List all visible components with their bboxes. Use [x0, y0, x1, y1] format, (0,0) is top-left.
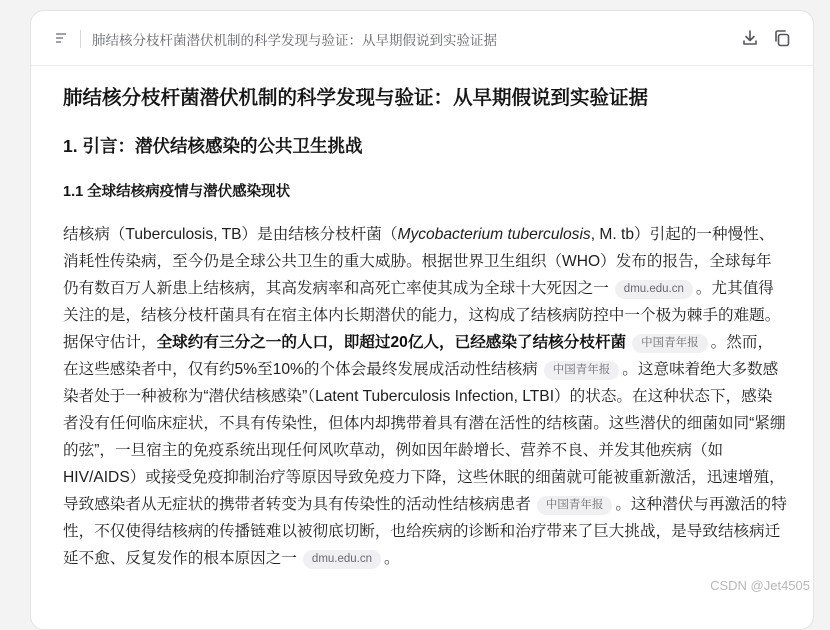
document-title-bar-text: 肺结核分枝杆菌潜伏机制的科学发现与验证：从早期假说到实验证据 [92, 33, 497, 48]
document-body [63, 83, 787, 567]
menu-icon[interactable] [55, 31, 69, 45]
text-run: , M. tb）引起的一种慢性、消耗性传染病，至今仍是全球公共卫生的重大威胁。根据世界卫生组织（WHO）发布的报告，全球每年仍有数百万人新患上结核病，其高发病率和高死亡率使其成为全球十大死因之一 [63, 226, 775, 297]
source-tag-link[interactable]: dmu.edu.cn [615, 280, 693, 299]
text-run: 。 [384, 550, 400, 567]
body-paragraph [63, 221, 787, 572]
bold-emphasis: 全球约有三分之一的人口，即超过20亿人，已经感染了结核分枝杆菌 [156, 334, 627, 351]
document-header-bar [31, 11, 813, 66]
text-run: 。尤其值得关注的是，结核分枝杆菌具有在宿主体内长期潜伏的能力，这构成了结核病防控中一个极为棘手的难题。据保守估计， [63, 280, 781, 351]
text-run: 结核病（Tuberculosis, TB）是由结核分枝杆菌（ [63, 226, 398, 243]
source-tag-link[interactable]: 中国青年报 [632, 334, 708, 353]
copy-icon[interactable] [772, 28, 792, 48]
text-run: 。这意味着绝大多数感染者处于一种被称为“潜伏结核感染”（Latent Tuberculosis Infection, LTBI）的状态。在这种状态下，感染者没有任何临床症状，不具有传染性，但体内却携带着具有潜在活性的结核菌。这些潜伏的细菌如同“紧绷的弦”，一旦宿主的免疫系统出现任何风吹草动，例如因年龄增长、营养不良、并发其他疾病（如HIV/AIDS）或接受免疫抑制治疗等原因导致免疫力下降，这些休眠的细菌就可能被重新激活，迅速增殖，导致感染者从无症状的携带者转变为具有传染性的活动性结核病患者 [63, 361, 786, 513]
source-tag-link[interactable]: 中国青年报 [544, 361, 620, 380]
text-run: 。然而，在这些感染者中，仅有约5%至10%的个体会最终发展成活动性结核病 [63, 334, 774, 378]
download-icon[interactable] [740, 28, 760, 48]
document-heading: 肺结核分枝杆菌潜伏机制的科学发现与验证：从早期假说到实验证据 [63, 87, 649, 109]
source-tag-link[interactable]: dmu.edu.cn [303, 550, 381, 569]
watermark-text: CSDN @Jet4505 [710, 578, 810, 593]
section-heading: 1. 引言：潜伏结核感染的公共卫生挑战 [63, 136, 363, 156]
italic-species-name: Mycobacterium tuberculosis [397, 226, 591, 243]
text-run: 。这种潜伏与再激活的特性，不仅使得结核病的传播链难以被彻底切断，也给疾病的诊断和治疗带来了巨大挑战，是导致结核病迁延不愈、反复发作的根本原因之一 [63, 496, 787, 567]
source-tag-link[interactable]: 中国青年报 [537, 496, 613, 515]
subsection-heading: 1.1 全球结核病疫情与潜伏感染现状 [63, 184, 291, 200]
header-divider [80, 30, 81, 48]
document-card [30, 10, 814, 630]
